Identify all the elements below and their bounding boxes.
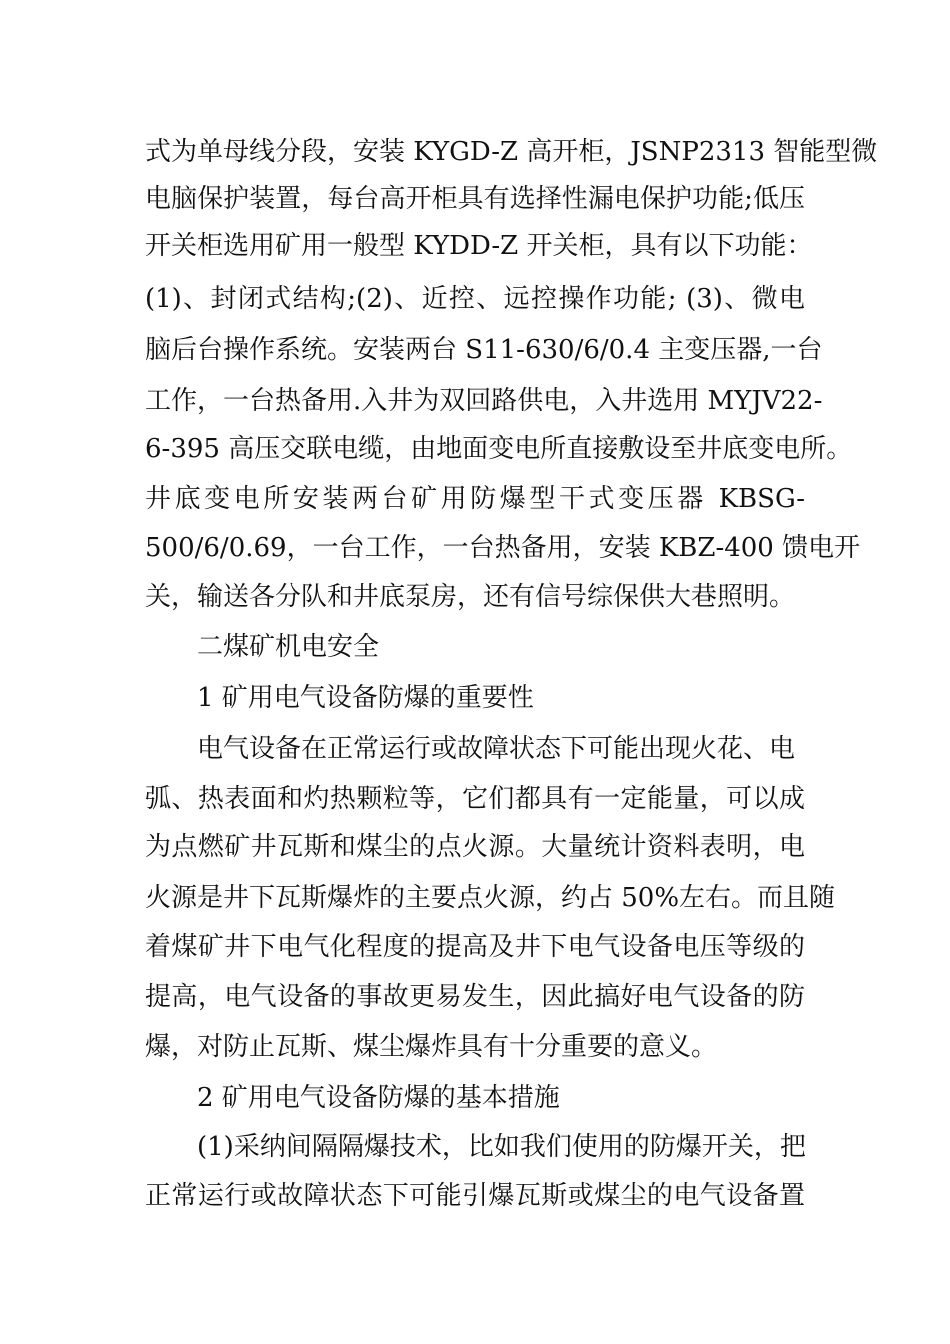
section-heading: 二煤矿机电安全	[197, 632, 380, 662]
text-line: 关，输送各分队和井底泵房，还有信号综保供大巷照明。	[145, 582, 796, 612]
text-line: 着煤矿井下电气化程度的提高及井下电气设备电压等级的	[145, 932, 805, 962]
text-line: 为点燃矿井瓦斯和煤尘的点火源。大量统计资料表明，电	[145, 832, 805, 862]
text-line: 弧、热表面和灼热颗粒等，它们都具有一定能量，可以成	[145, 784, 805, 814]
text-line: 6-395 高压交联电缆，由地面变电所直接敷设至井底变电所。	[145, 434, 853, 464]
text-line: 电气设备在正常运行或故障状态下可能出现火花、电	[197, 734, 796, 764]
text-line: (1)采纳间隔隔爆技术，比如我们使用的防爆开关，把	[197, 1132, 806, 1162]
text-line: 提高，电气设备的事故更易发生，因此搞好电气设备的防	[145, 982, 805, 1012]
text-line: 爆，对防止瓦斯、煤尘爆炸具有十分重要的意义。	[145, 1032, 718, 1062]
text-line: 脑后台操作系统。安装两台 S11-630/6/0.4 主变压器,一台	[145, 335, 823, 365]
text-line: (1)、封闭式结构;(2)、近控、远控操作功能; (3)、微电	[145, 284, 805, 314]
text-line: 工作，一台热备用.入井为双回路供电，入井选用 MYJV22-	[145, 386, 823, 416]
text-line: 火源是井下瓦斯爆炸的主要点火源，约占 50%左右。而且随	[145, 883, 836, 913]
text-line: 式为单母线分段，安装 KYGD-Z 高开柜，JSNP2313 智能型微	[145, 137, 878, 167]
subsection-heading: 2 矿用电气设备防爆的基本措施	[197, 1083, 560, 1113]
text-line: 开关柜选用矿用一般型 KYDD-Z 开关柜，具有以下功能：	[145, 231, 813, 261]
text-line: 500/6/0.69，一台工作，一台热备用，安装 KBZ-400 馈电开	[145, 533, 861, 563]
text-line: 井底变电所安装两台矿用防爆型干式变压器 KBSG-	[145, 484, 805, 514]
text-line: 正常运行或故障状态下可能引爆瓦斯或煤尘的电气设备置	[145, 1181, 805, 1211]
text-line: 电脑保护装置，每台高开柜具有选择性漏电保护功能;低压	[145, 184, 805, 214]
subsection-heading: 1 矿用电气设备防爆的重要性	[197, 683, 534, 713]
